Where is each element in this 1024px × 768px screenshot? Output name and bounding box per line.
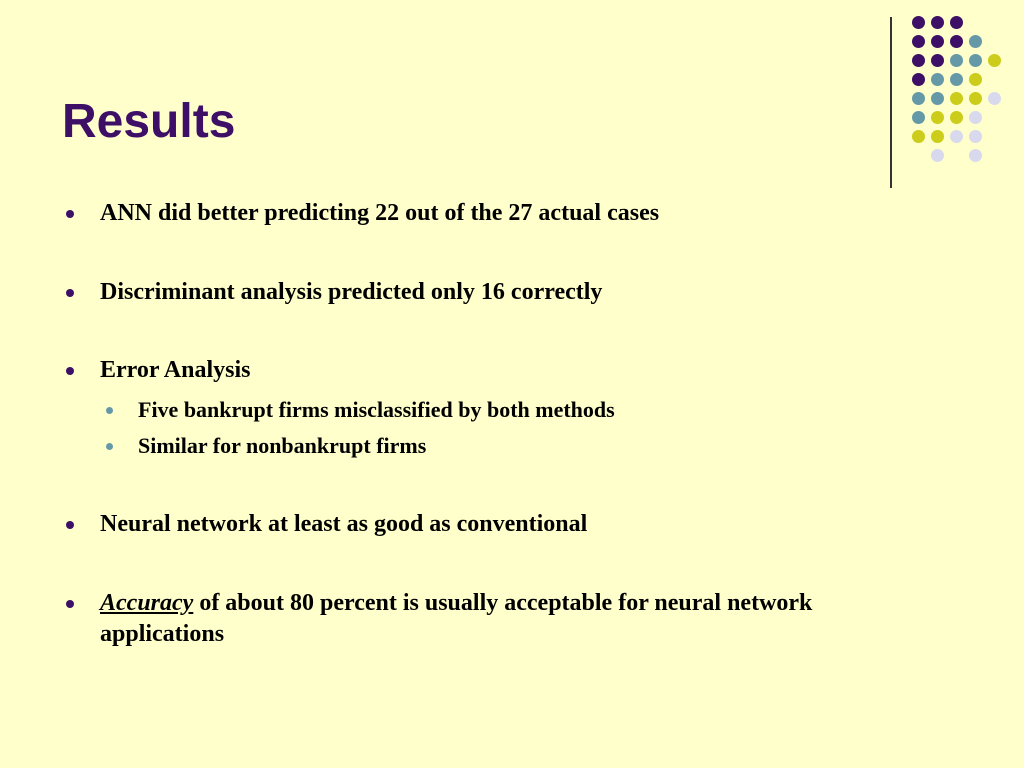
bullet-dot-icon [66,289,74,297]
decor-dot [969,92,982,105]
subbullet-dot-icon [106,407,113,414]
decor-dot [988,92,1001,105]
decor-dot [931,73,944,86]
decor-dot [950,130,963,143]
decor-dot [931,54,944,67]
decor-dot [969,149,982,162]
decor-dot [912,54,925,67]
subbullet-text: Similar for nonbankrupt firms [138,433,427,458]
decor-dot [950,35,963,48]
bullet-text: Neural network at least as good as conventional [100,511,588,537]
accuracy-emphasis: Accuracy [100,590,194,616]
bullet-text [100,588,900,650]
decor-dot [912,16,925,29]
decor-dot [912,35,925,48]
decor-dot [950,111,963,124]
bullet-dot-icon [66,367,74,375]
bullet-text-rest: of about 80 percent is usually acceptable for neural network applications [100,590,813,647]
bullet-text: ANN did better predicting 22 out of the 27 actual cases [100,200,660,226]
decor-dot [969,73,982,86]
bullet-dot-icon [66,521,74,529]
decor-dot [969,35,982,48]
slide-title: Results [62,95,236,148]
decor-dot [931,111,944,124]
decor-dot [969,130,982,143]
subbullet-text: Five bankrupt firms misclassified by both methods [138,397,615,422]
decor-dot [912,92,925,105]
decor-dot [950,16,963,29]
decor-dot [931,130,944,143]
decor-dot [950,54,963,67]
decor-dot [912,130,925,143]
decor-dot [988,54,1001,67]
decor-dot [931,35,944,48]
decor-dot [950,73,963,86]
bullet-dot-icon [66,600,74,608]
decor-dot [969,54,982,67]
subbullet-dot-icon [106,443,113,450]
decor-dot [931,92,944,105]
decor-dot [950,92,963,105]
bullet-text: Discriminant analysis predicted only 16 correctly [100,279,603,305]
bullet-text: Error Analysis [100,357,251,383]
decor-dot [969,111,982,124]
decor-dot [912,111,925,124]
decor-dot [931,16,944,29]
title-divider-line [890,17,892,188]
decor-dot [912,73,925,86]
decor-dot [931,149,944,162]
bullet-dot-icon [66,210,74,218]
